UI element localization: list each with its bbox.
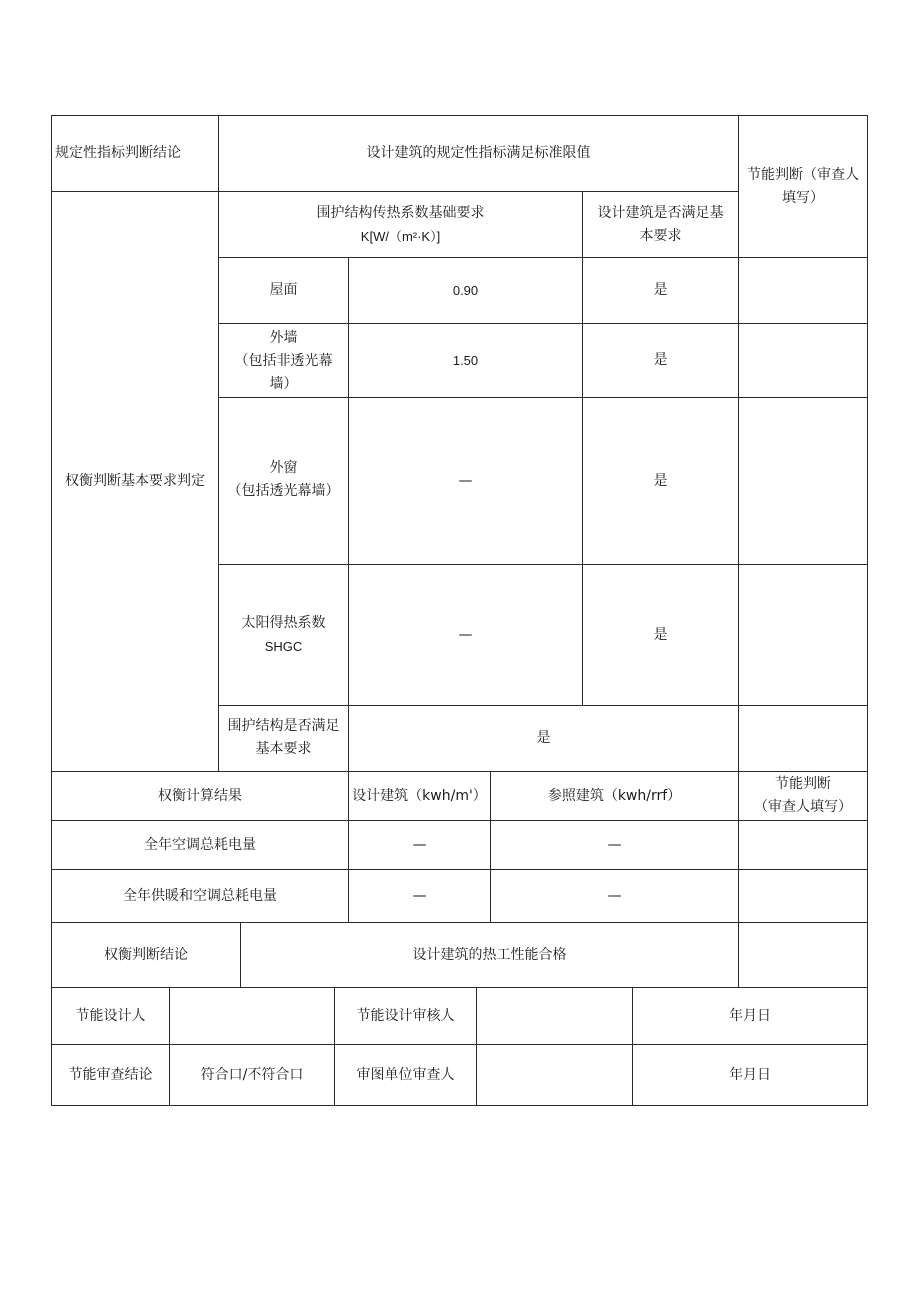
calc-row-heat-label: 全年供暖和空调总耗电量 <box>51 869 349 923</box>
row-satisfy-shgc: 是 <box>582 564 739 706</box>
envelope-result: 是 <box>348 705 739 772</box>
review-conclusion-label: 节能审查结论 <box>51 1044 170 1106</box>
envelope-judge <box>738 705 868 772</box>
calc-row-ac-judge <box>738 820 868 870</box>
calc-row-ac-design: — <box>348 820 491 870</box>
date-2: 年月日 <box>632 1044 868 1106</box>
conclusion-judge <box>738 922 868 988</box>
design-reviewer-label: 节能设计审核人 <box>334 987 477 1045</box>
calc-row-heat-reference: — <box>490 869 739 923</box>
calc-judge-header: 节能判断 （审查人填写） <box>738 771 868 821</box>
requirement-header <box>218 191 583 258</box>
calc-reference-header: 参照建筑（kwh/rrf） <box>490 771 739 821</box>
row-value-window: — <box>348 397 583 565</box>
drawing-reviewer-value <box>476 1044 633 1106</box>
date-1: 年月日 <box>632 987 868 1045</box>
row-judge-window <box>738 397 868 565</box>
requirement-header-line2: K[W/（m²·K）] <box>360 229 441 244</box>
conclusion-label: 权衡判断结论 <box>51 922 241 988</box>
drawing-reviewer-label: 审图单位审查人 <box>334 1044 477 1106</box>
requirement-header-line1: 围护结构传热系数基础要求 <box>316 205 485 221</box>
tradeoff-basic-label: 权衡判断基本要求判定 <box>51 191 219 772</box>
envelope-label: 围护结构是否满足 基本要求 <box>218 705 349 772</box>
designer-value <box>169 987 335 1045</box>
calc-row-ac-reference: — <box>490 820 739 870</box>
row-judge-shgc <box>738 564 868 706</box>
calc-design-header: 设计建筑（kwh/m'） <box>348 771 491 821</box>
review-conclusion-value: 符合口/不符合口 <box>169 1044 335 1106</box>
row-value-roof: 0.90 <box>348 257 583 324</box>
row-name-roof: 屋面 <box>218 257 349 324</box>
row-value-wall: 1.50 <box>348 323 583 398</box>
row-satisfy-roof: 是 <box>582 257 739 324</box>
designer-label: 节能设计人 <box>51 987 170 1045</box>
calc-row-ac-label: 全年空调总耗电量 <box>51 820 349 870</box>
prescriptive-result: 设计建筑的规定性指标满足标准限值 <box>218 115 739 192</box>
prescriptive-label: 规定性指标判断结论 <box>51 115 219 192</box>
calc-row-heat-design: — <box>348 869 491 923</box>
row-value-shgc: — <box>348 564 583 706</box>
row-judge-roof <box>738 257 868 324</box>
row-name-wall: 外墙 （包括非透光幕 墙） <box>218 323 349 398</box>
conclusion-result: 设计建筑的热工性能合格 <box>240 922 739 988</box>
row-satisfy-window: 是 <box>582 397 739 565</box>
row-satisfy-wall: 是 <box>582 323 739 398</box>
calc-row-heat-judge <box>738 869 868 923</box>
calc-label: 权衡计算结果 <box>51 771 349 821</box>
row-name-shgc: 太阳得热系数 SHGC <box>218 564 349 706</box>
row-name-window: 外窗 （包括透光幕墙） <box>218 397 349 565</box>
design-reviewer-value <box>476 987 633 1045</box>
row-judge-wall <box>738 323 868 398</box>
satisfy-header: 设计建筑是否满足基本要求 <box>582 191 739 258</box>
judge-header: 节能判断（审查人填写） <box>738 115 868 258</box>
